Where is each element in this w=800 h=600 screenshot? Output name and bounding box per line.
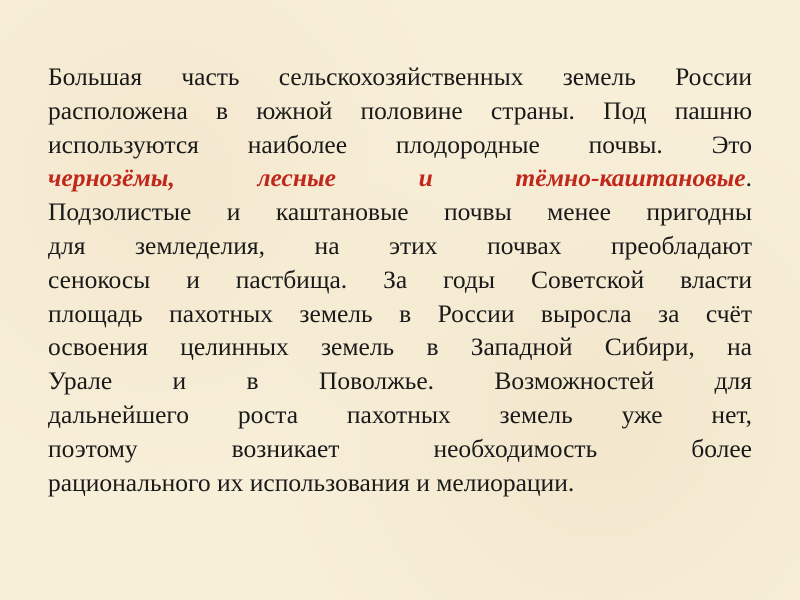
body-paragraph xyxy=(48,60,752,499)
text-line: для земледелия, на этих почвах преобладают xyxy=(48,230,752,260)
text-line-last: рационального их использования и мелиорации. xyxy=(48,467,575,497)
text-line: расположена в южной половине страны. Под пашню xyxy=(48,95,752,125)
text-line: сенокосы и пастбища. За годы Советской власти xyxy=(48,264,752,294)
text-line: Подзолистые и каштановые почвы менее пригодны xyxy=(48,197,752,227)
text-line: освоения целинных земель в Западной Сибири, на xyxy=(48,332,752,362)
highlight-period: . xyxy=(745,163,752,193)
text-line: поэтому возникает необходимость более xyxy=(48,433,752,463)
text-line: Большая часть сельскохозяйственных земель России xyxy=(48,62,752,91)
text-line: Урале и в Поволжье. Возможностей для xyxy=(48,366,752,396)
text-line: используются наиболее плодородные почвы. Это xyxy=(48,129,752,159)
highlight-line xyxy=(48,161,752,195)
text-line: площадь пахотных земель в России выросла за счёт xyxy=(48,298,752,328)
text-line: дальнейшего роста пахотных земель уже нет, xyxy=(48,399,752,429)
highlighted-soils: чернозёмы, лесные и тёмно-каштановые xyxy=(48,163,746,193)
